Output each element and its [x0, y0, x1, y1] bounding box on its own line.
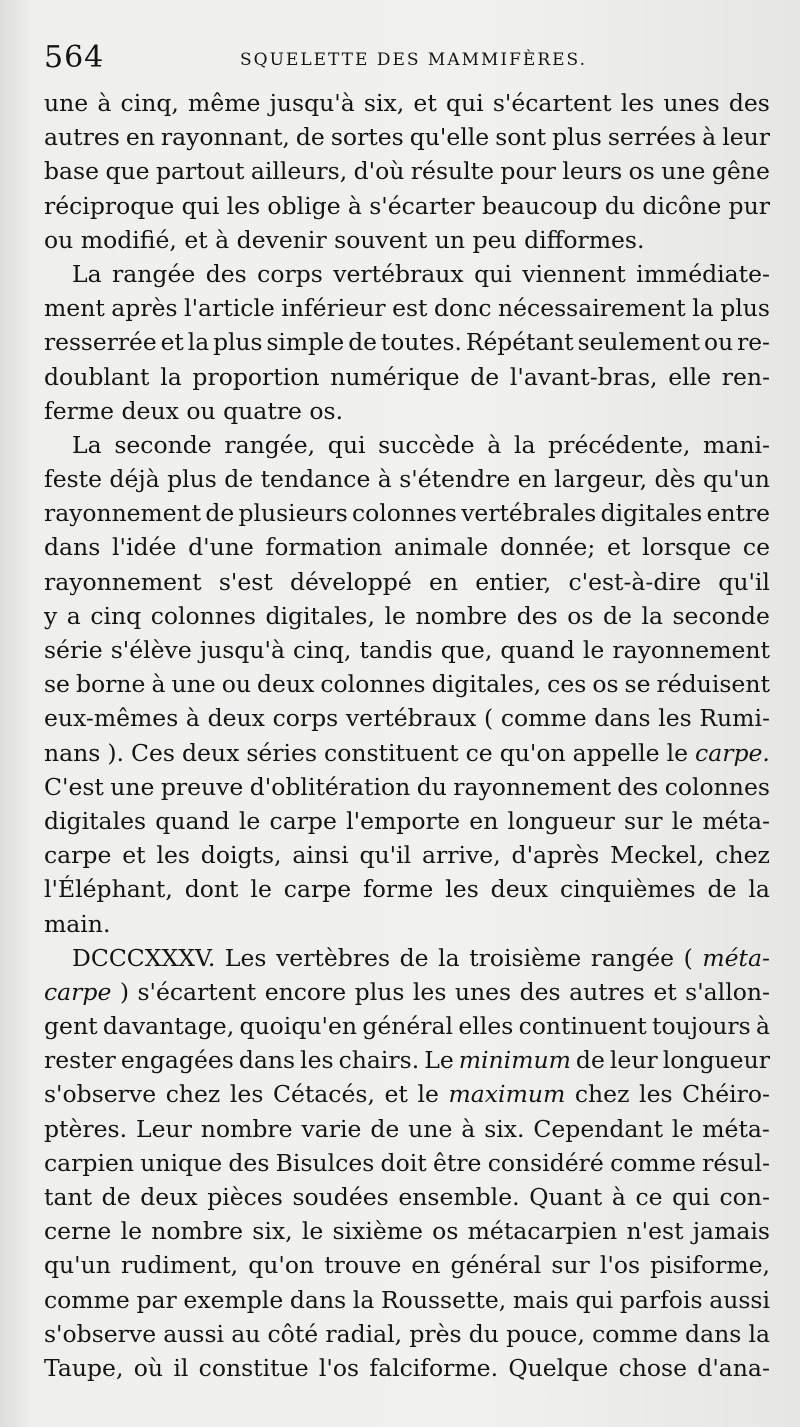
text-line: La rangée des corps vertébraux qui viennent immédiate- — [72, 259, 770, 288]
page-header — [44, 40, 764, 80]
text-line: carpe ) s'écartent encore plus les unes des autres et s'allon- — [44, 977, 770, 1006]
text-line: série s'élève jusqu'à cinq, tandis que, quand le rayonnement — [44, 636, 770, 664]
text-line: carpe et les doigts, ainsi qu'il arrive, d'après Meckel, chez — [44, 841, 770, 870]
text-line: Taupe, où il constitue l'os falciforme. Quelque chose d'ana- — [44, 1353, 770, 1382]
text-line: doublant la proportion numérique de l'avant-bras, elle ren- — [44, 362, 770, 391]
text-line: qu'un rudiment, qu'on trouve en général sur l'os pisiforme, — [44, 1251, 770, 1280]
text-line: ment après l'article inférieur est donc nécessairement la plus — [44, 294, 770, 323]
text-line: se borne à une ou deux colonnes digitales, ces os se réduisent — [44, 670, 770, 699]
text-line: feste déjà plus de tendance à s'étendre en largeur, dès qu'un — [44, 465, 770, 494]
text-line: une à cinq, même jusqu'à six, et qui s'écartent les unes des — [44, 89, 770, 117]
text-line: s'observe chez les Cétacés, et le maximum chez les Chéiro- — [44, 1080, 770, 1109]
text-line: l'Éléphant, dont le carpe forme les deux cinquièmes de la — [44, 875, 770, 904]
text-line: réciproque qui les oblige à s'écarter beaucoup du dicône pur — [44, 191, 770, 220]
text-line: resserrée et la plus simple de toutes. Répétant seulement ou re- — [44, 328, 770, 357]
text-line: C'est une preuve d'oblitération du rayonnement des colonnes — [44, 772, 770, 801]
body-text — [44, 86, 770, 1385]
page-number: 564 — [44, 40, 105, 75]
text-line: main. — [44, 909, 111, 938]
text-line: digitales quand le carpe l'emporte en longueur sur le méta- — [44, 806, 770, 835]
text-line: carpien unique des Bisulces doit être considéré comme résul- — [44, 1148, 770, 1177]
text-line: La seconde rangée, qui succède à la précédente, mani- — [72, 430, 770, 459]
text-line: gent davantage, quoiqu'en général elles continuent toujours à — [44, 1012, 770, 1041]
text-line: tant de deux pièces soudées ensemble. Quant à ce qui con- — [44, 1183, 770, 1211]
text-line: DCCCXXXV. Les vertèbres de la troisième rangée ( méta- — [72, 943, 770, 972]
text-line: autres en rayonnant, de sortes qu'elle sont plus serrées à leur — [44, 123, 770, 152]
text-line: s'observe aussi au côté radial, près du pouce, comme dans la — [44, 1319, 770, 1348]
text-line: nans ). Ces deux séries constituent ce qu'on appelle le carpe. — [44, 738, 770, 767]
text-line: comme par exemple dans la Roussette, mais qui parfois aussi — [44, 1285, 770, 1314]
text-line: ferme deux ou quatre os. — [44, 396, 344, 425]
text-line: y a cinq colonnes digitales, le nombre des os de la seconde — [44, 601, 770, 630]
text-line: cerne le nombre six, le sixième os métacarpien n'est jamais — [44, 1217, 770, 1246]
text-line: dans l'idée d'une formation animale donnée; et lorsque ce — [44, 533, 770, 562]
text-line: rester engagées dans les chairs. Le minimum de leur longueur — [44, 1046, 770, 1075]
text-line: rayonnement de plusieurs colonnes vertébrales digitales entre — [44, 499, 770, 528]
text-line: base que partout ailleurs, d'où résulte pour leurs os une gêne — [44, 157, 770, 186]
text-line: ptères. Leur nombre varie de une à six. Cependant le méta- — [44, 1114, 770, 1143]
text-line: ou modifié, et à devenir souvent un peu difformes. — [44, 225, 645, 254]
text-line: eux-mêmes à deux corps vertébraux ( comme dans les Rumi- — [44, 704, 770, 733]
text-line: rayonnement s'est développé en entier, c'est-à-dire qu'il — [44, 567, 770, 596]
running-head: SQUELETTE DES MAMMIFÈRES. — [240, 50, 587, 70]
